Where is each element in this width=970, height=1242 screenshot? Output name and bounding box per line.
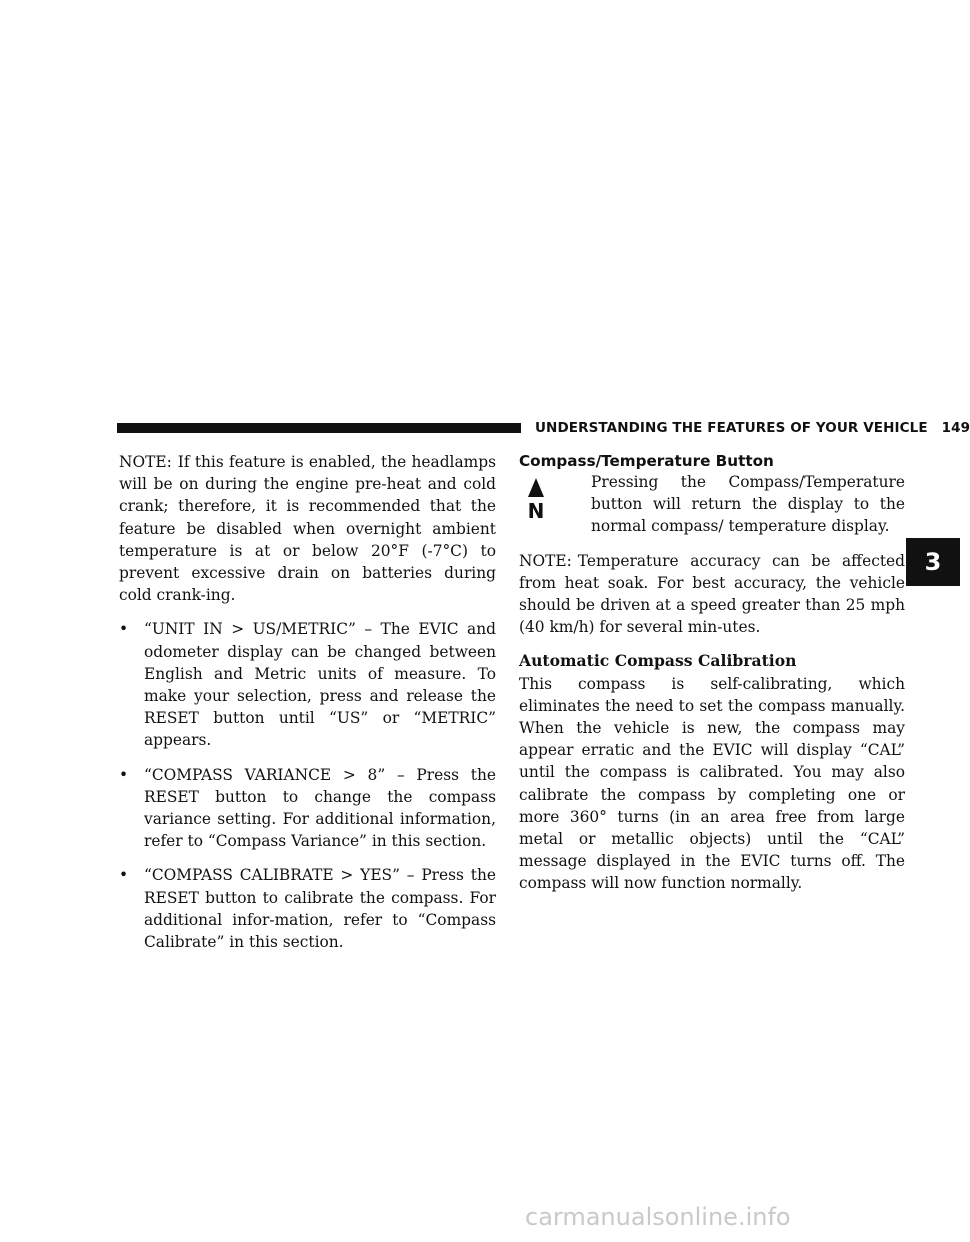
chapter-tab: 3 [906,538,960,586]
bullet-unit-in [119,618,496,751]
left-column [119,451,496,953]
compass-button-row [519,471,905,538]
compass-description: Pressing the Compass/Temperature button will return the display to the normal compass/ temperature display. [591,473,905,536]
header-title: UNDERSTANDING THE FEATURES OF YOUR VEHICLE [535,420,928,436]
bullet-compass-variance [119,764,496,853]
bullet-text: “COMPASS VARIANCE > 8” – Press the RESET button to change the compass variance setting. For additional information, refer to “Compass Variance” in this section. [144,765,496,851]
subsection-title: Automatic Compass Calibration [519,651,797,671]
note-paragraph [119,451,496,606]
bullet-compass-calibrate [119,864,496,953]
note-paragraph [519,550,905,639]
section-title: Compass/Temperature Button [519,452,774,470]
bullet-icon: • [119,620,129,639]
compass-icon [519,471,589,538]
bullet-icon: • [119,765,129,784]
subsection-text: This compass is self-calibrating, which eliminates the need to set the compass manually. When the vehicle is new, the compass may appear erratic and the EVIC will display “CAL” until the compass is calibrated. You may also calibrate the compass by completing one or more 360° turns (in an area free from large metal or metallic objects) until the “CAL” message displayed in the EVIC turns off. The compass will now function normally. [519,674,905,893]
note-label: NOTE: [519,551,572,570]
note-text: If this feature is enabled, the headlamps will be on during the engine pre-heat and cold crank; therefore, it is recommended that the feature be disabled when overnight ambient temperature is at or below 20°F (-7°C) to prevent excessive drain on batteries during cold crank-ing. [119,453,496,605]
footer-watermark: carmanualsonline.info [525,1203,791,1231]
page-header [535,420,970,436]
note-label: NOTE: [119,453,172,471]
header-rule [117,423,521,433]
note-text: Temperature accuracy can be affected from heat soak. For best accuracy, the vehicle should be driven at a speed greater than 25 mph (40 km/h) for several min-utes. [519,551,905,637]
bullet-text: “UNIT IN > US/METRIC” – The EVIC and odometer display can be changed between English and Metric units of measure. To make your selection, press and release the RESET button until “US” or “METRIC” appears. [144,620,496,750]
page-number: 149 [941,420,970,436]
bullet-icon: • [119,866,129,885]
compass-letter: N [527,499,545,523]
right-column [519,451,905,895]
bullet-text: “COMPASS CALIBRATE > YES” – Press the RESET button to calibrate the compass. For additional infor-mation, refer to “Compass Calibrate” in this section. [144,866,496,952]
